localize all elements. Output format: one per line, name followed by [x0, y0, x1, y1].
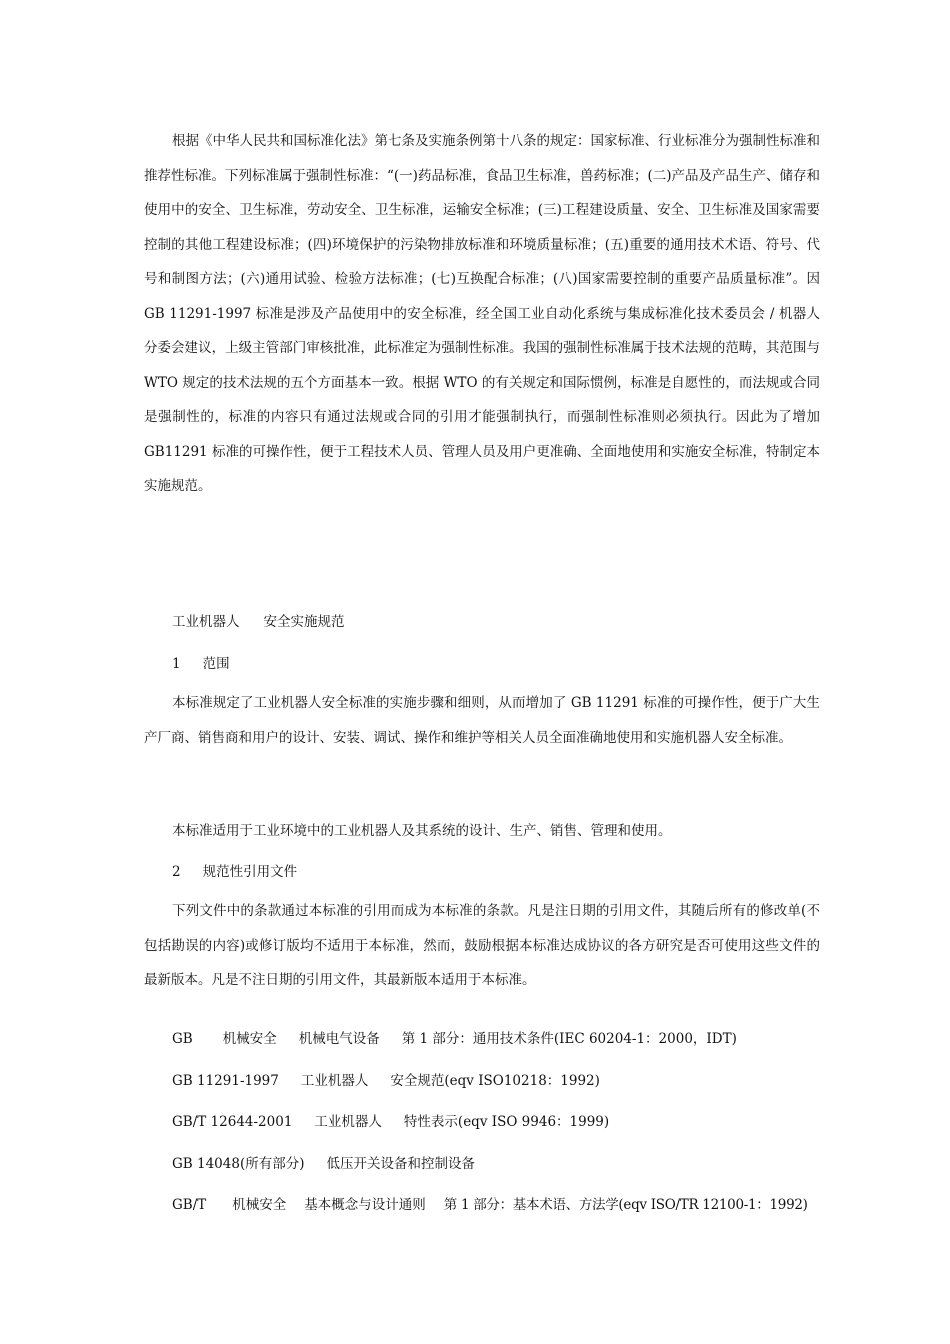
document-title-part2: 安全实施规范: [263, 614, 345, 630]
reference-part: 机械安全: [222, 1031, 277, 1047]
reference-item: [172, 1152, 475, 1172]
reference-code: GB/T: [172, 1197, 207, 1213]
section1-title: 范围: [202, 656, 230, 672]
reference-part: 基本概念与设计通则: [304, 1197, 426, 1213]
reference-code: GB 11291-1997: [172, 1073, 279, 1089]
reference-part: 低压开关设备和控制设备: [326, 1156, 475, 1172]
section2-heading: [172, 860, 297, 880]
section2-title: 规范性引用文件: [202, 864, 298, 880]
reference-part: 工业机器人: [314, 1114, 382, 1130]
reference-item: [172, 1069, 600, 1089]
section1-number: 1: [172, 656, 181, 672]
reference-code: GB 14048(所有部分): [172, 1156, 305, 1172]
document-title: [172, 610, 345, 630]
section1-heading: [172, 652, 230, 672]
section1-paragraph-2: 本标准适用于工业环境中的工业机器人及其系统的设计、生产、销售、管理和使用。: [172, 823, 672, 839]
intro-paragraph: 根据《中华人民共和国标准化法》第七条及实施条例第十八条的规定：国家标准、行业标准分为强制性标准和推荐性标准。下列标准属于强制性标准：“(一)药品标准，食品卫生标准，兽药标准；(二)产品及产品生产、储存和使用中的安全、卫生标准，劳动安全、卫生标准，运输安全标准；(三)工程建设质量、安全、卫生标准及国家需要控制的其他工程建设标准；(四)环境保护的污染物排放标准和环境质量标准；(五)重要的通用技术术语、符号、代号和制图方法；(六)通用试验、检验方法标准；(七)互换配合标准；(八)国家需要控制的重要产品质量标准”。因 GB 11291-1997 标准是涉及产品使用中的安全标准，经全国工业自动化系统与集成标准化技术委员会 / 机器人分委会建议，上级主管部门审核批准，此标准定为强制性标准。我国的强制性标准属于技术法规的范畴，其范围与 WTO 规定的技术法规的五个方面基本一致。根据 WTO 的有关规定和国际惯例，标准是自愿性的，而法规或合同是强制性的，标准的内容只有通过法规或合同的引用才能强制执行，而强制性标准则必须执行。因此为了增加 GB11291 标准的可操作性，便于工程技术人员、管理人员及用户更准确、全面地使用和实施安全标准，特制定本实施规范。: [144, 133, 820, 494]
section1-paragraph-1: 本标准规定了工业机器人安全标准的实施步骤和细则，从而增加了 GB 11291 标准的可操作性，便于广大生产厂商、销售商和用户的设计、安装、调试、操作和维护等相关人员全面准确地使用和实施机器人安全标准。: [144, 695, 820, 746]
reference-part: 第 1 部分：基本术语、方法学(eqv ISO/TR 12100-1：1992): [443, 1197, 808, 1213]
reference-part: 第 1 部分：通用技术条件(IEC 60204-1：2000，IDT): [401, 1031, 737, 1047]
reference-part: 机械安全: [232, 1197, 287, 1213]
section2-number: 2: [172, 864, 181, 880]
reference-item: [172, 1110, 609, 1130]
reference-part: 工业机器人: [300, 1073, 369, 1089]
reference-part: 安全规范(eqv ISO10218：1992): [390, 1073, 600, 1089]
reference-item: [172, 1027, 737, 1047]
section2-paragraph-1: 下列文件中的条款通过本标准的引用而成为本标准的条款。凡是注日期的引用文件，其随后所有的修改单(不包括勘误的内容)或修订版均不适用于本标准，然而，鼓励根据本标准达成协议的各方研究是否可使用这些文件的最新版本。凡是不注日期的引用文件，其最新版本适用于本标准。: [144, 903, 820, 989]
reference-code: GB: [172, 1031, 193, 1047]
reference-code: GB/T 12644-2001: [172, 1114, 293, 1130]
reference-part: 特性表示(eqv ISO 9946：1999): [403, 1114, 610, 1130]
reference-item: [172, 1193, 808, 1213]
reference-part: 机械电气设备: [298, 1031, 380, 1047]
document-title-part1: 工业机器人: [172, 614, 240, 630]
